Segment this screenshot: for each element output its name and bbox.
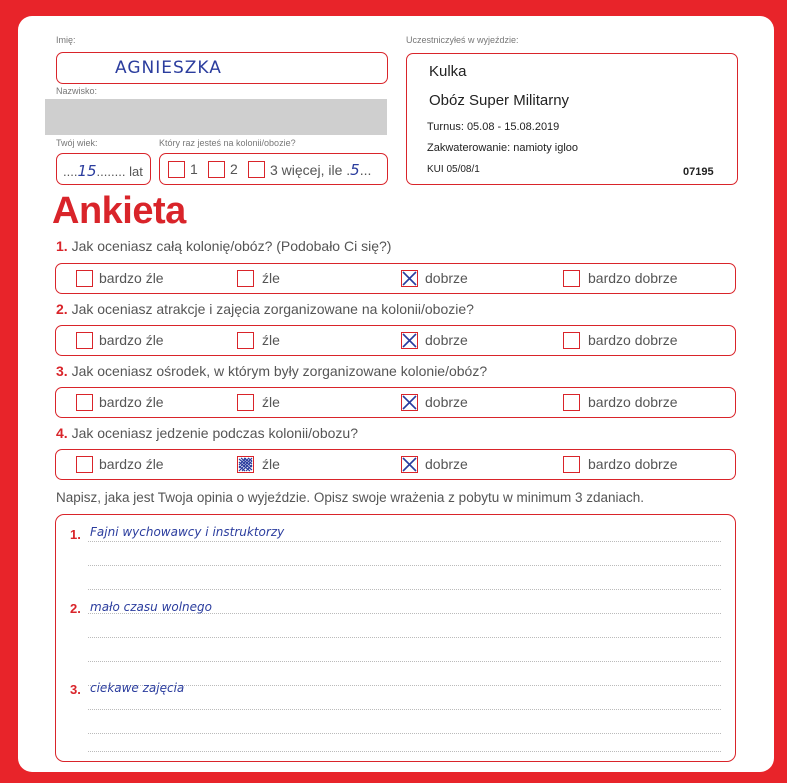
trip-line1: Kulka xyxy=(429,63,467,80)
checkbox-zle[interactable] xyxy=(237,394,254,411)
check-x-icon xyxy=(402,271,417,286)
survey-sheet xyxy=(18,16,774,772)
option-label: bardzo dobrze xyxy=(588,394,678,410)
age-field[interactable] xyxy=(56,153,151,185)
trip-info-box xyxy=(406,53,738,185)
option-label: źle xyxy=(262,270,280,286)
writing-line xyxy=(88,661,721,662)
option-label: dobrze xyxy=(425,332,468,348)
question-text: 1. Jak oceniasz całą kolonię/obóz? (Podobało Ci się?) xyxy=(56,238,392,254)
option-label: źle xyxy=(262,332,280,348)
times-label: Który raz jesteś na kolonii/obozie? xyxy=(159,138,296,148)
surname-label: Nazwisko: xyxy=(56,86,98,96)
checkbox-bardzo-zle[interactable] xyxy=(76,394,93,411)
checkbox-bardzo-dobrze[interactable] xyxy=(563,270,580,287)
writing-line xyxy=(88,637,721,638)
checkbox-zle[interactable] xyxy=(237,270,254,287)
times-value: 5 xyxy=(350,161,360,179)
option-label: bardzo dobrze xyxy=(588,456,678,472)
option-label: dobrze xyxy=(425,394,468,410)
checkbox-bardzo-zle[interactable] xyxy=(76,456,93,473)
name-value: AGNIESZKA xyxy=(115,58,222,78)
option-label: bardzo źle xyxy=(99,332,164,348)
scribble-icon xyxy=(238,457,253,472)
question-text: 2. Jak oceniasz atrakcje i zajęcia zorganizowane na kolonii/obozie? xyxy=(56,301,474,317)
times-opt3-label: 3 więcej, ile .5... xyxy=(270,161,372,179)
answer-number: 2. xyxy=(70,601,81,616)
checkbox-bardzo-dobrze[interactable] xyxy=(563,394,580,411)
answer-text: ciekawe zajęcia xyxy=(90,681,185,695)
answer-number: 1. xyxy=(70,527,81,542)
trip-number: 07195 xyxy=(683,166,714,178)
option-label: bardzo dobrze xyxy=(588,332,678,348)
trip-line2: Obóz Super Militarny xyxy=(429,92,570,109)
checkbox-dobrze-checked[interactable] xyxy=(401,394,418,411)
times-checkbox-1[interactable] xyxy=(168,161,185,178)
option-label: bardzo dobrze xyxy=(588,270,678,286)
trip-code: KUI 05/08/1 xyxy=(427,164,480,175)
times-opt1-label: 1 xyxy=(190,161,198,177)
question-text: 3. Jak oceniasz ośrodek, w którym były zorganizowane kolonie/obóz? xyxy=(56,363,488,379)
question-text: 4. Jak oceniasz jedzenie podczas kolonii/obozu? xyxy=(56,425,358,441)
name-field[interactable] xyxy=(56,52,388,84)
option-label: źle xyxy=(262,394,280,410)
age-value: 15 xyxy=(77,162,97,180)
checkbox-bardzo-dobrze[interactable] xyxy=(563,332,580,349)
trip-accommodation: Zakwaterowanie: namioty igloo xyxy=(427,142,579,154)
writing-line xyxy=(88,733,721,734)
name-label: Imię: xyxy=(56,35,76,45)
check-x-icon xyxy=(402,333,417,348)
answer-row xyxy=(55,263,736,294)
writing-line xyxy=(88,751,721,752)
option-label: bardzo źle xyxy=(99,270,164,286)
option-label: dobrze xyxy=(425,270,468,286)
checkbox-bardzo-dobrze[interactable] xyxy=(563,456,580,473)
opinion-box[interactable] xyxy=(55,514,736,762)
times-field xyxy=(159,153,388,185)
times-opt2-label: 2 xyxy=(230,161,238,177)
writing-line xyxy=(88,589,721,590)
option-label: bardzo źle xyxy=(99,456,164,472)
form-title: Ankieta xyxy=(52,190,186,232)
check-x-icon xyxy=(402,395,417,410)
checkbox-bardzo-zle[interactable] xyxy=(76,332,93,349)
age-label: Twój wiek: xyxy=(56,138,98,148)
trip-label: Uczestniczyłeś w wyjeździe: xyxy=(406,35,519,45)
checkbox-zle[interactable] xyxy=(237,332,254,349)
writing-line xyxy=(88,541,721,542)
answer-text: Fajni wychowawcy i instruktorzy xyxy=(90,525,285,539)
answer-text: mało czasu wolnego xyxy=(90,600,213,614)
opinion-prompt: Napisz, jaka jest Twoja opinia o wyjeździe. Opisz swoje wrażenia z pobytu w minimum 3 zdaniach. xyxy=(56,490,645,505)
checkbox-dobrze-checked[interactable] xyxy=(401,456,418,473)
option-label: dobrze xyxy=(425,456,468,472)
answer-number: 3. xyxy=(70,682,81,697)
age-line: ....15........ lat xyxy=(63,162,143,180)
trip-turnus: Turnus: 05.08 - 15.08.2019 xyxy=(427,121,560,133)
checkbox-zle-scribbled-out[interactable] xyxy=(237,456,254,473)
age-unit: lat xyxy=(129,164,143,179)
check-x-icon xyxy=(402,457,417,472)
answer-row xyxy=(55,449,736,480)
surname-field-redacted xyxy=(45,99,387,135)
option-label: bardzo źle xyxy=(99,394,164,410)
checkbox-dobrze-checked[interactable] xyxy=(401,270,418,287)
checkbox-bardzo-zle[interactable] xyxy=(76,270,93,287)
writing-line xyxy=(88,565,721,566)
answer-row xyxy=(55,387,736,418)
option-label: źle xyxy=(262,456,280,472)
times-checkbox-2[interactable] xyxy=(208,161,225,178)
times-checkbox-3[interactable] xyxy=(248,161,265,178)
checkbox-dobrze-checked[interactable] xyxy=(401,332,418,349)
answer-row xyxy=(55,325,736,356)
writing-line xyxy=(88,709,721,710)
